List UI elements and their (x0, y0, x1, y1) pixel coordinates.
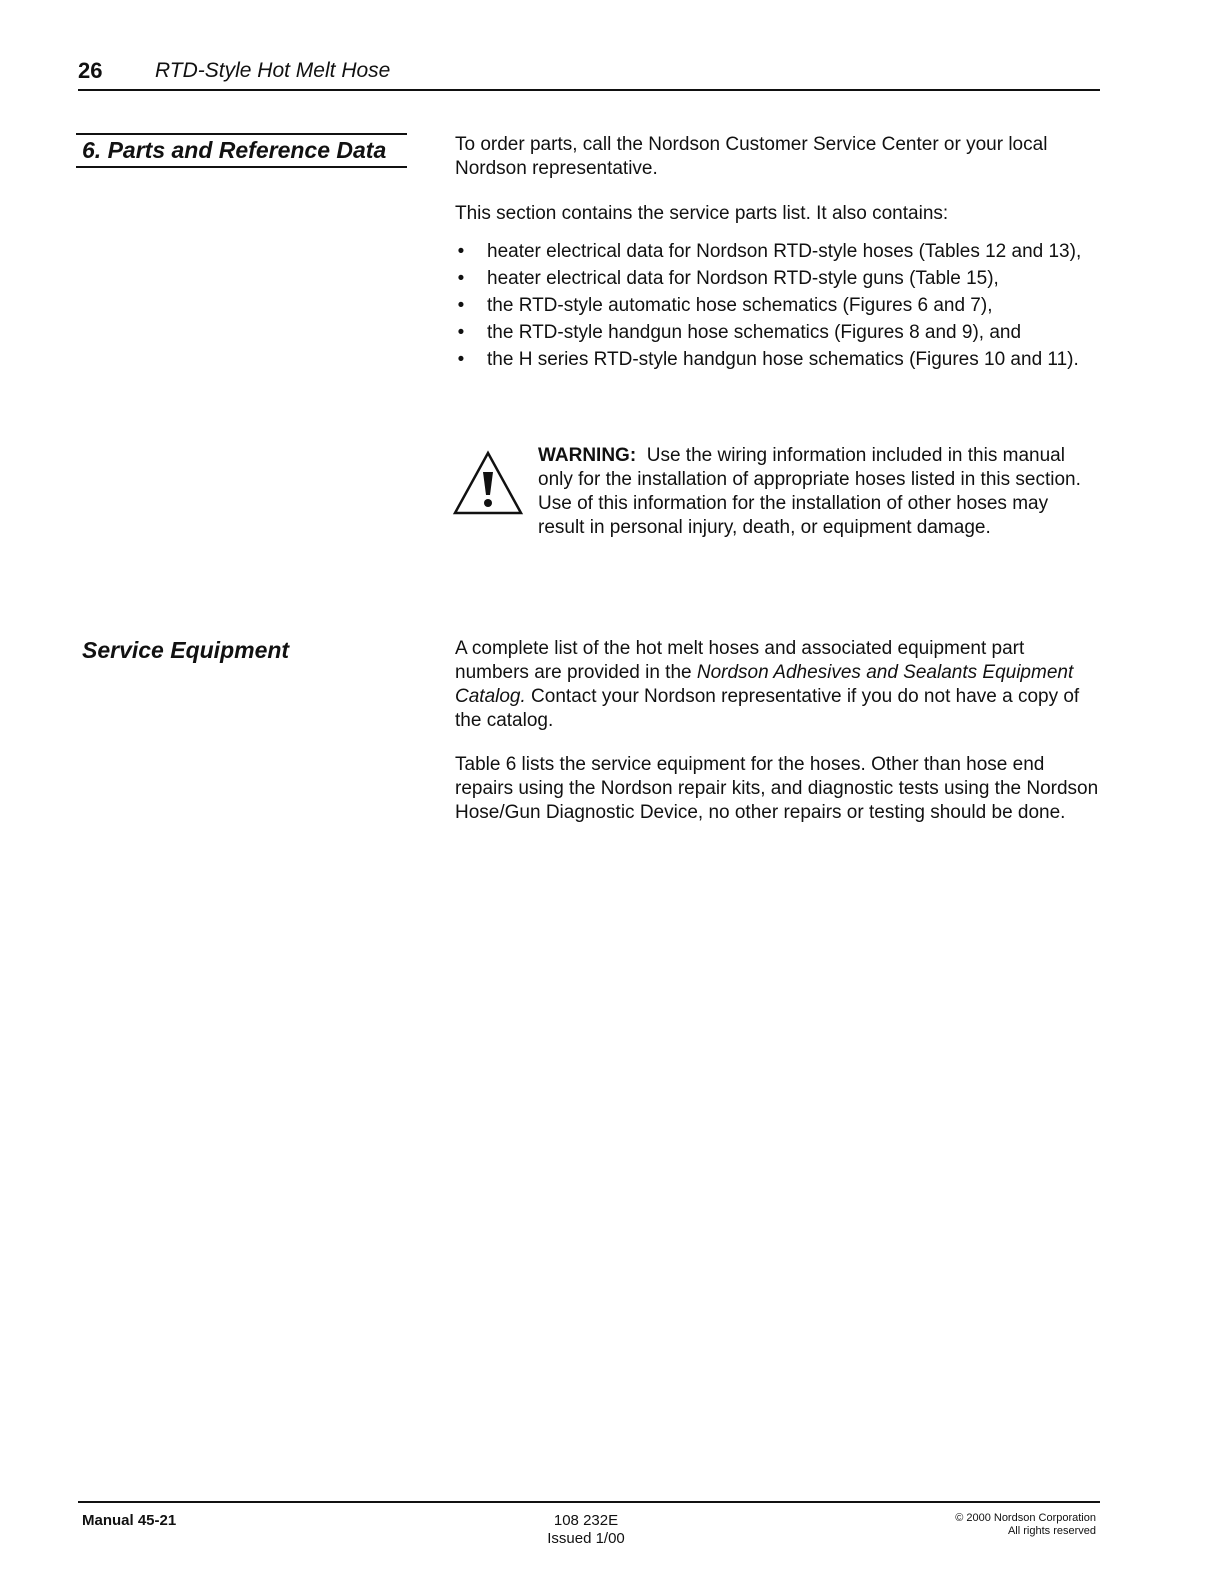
manual-number: Manual 45-21 (82, 1512, 177, 1529)
copyright: © 2000 Nordson Corporation (955, 1512, 1096, 1524)
rights-reserved: All rights reserved (1007, 1525, 1096, 1537)
list-item (455, 321, 1095, 345)
footer-rule (78, 1501, 1100, 1503)
running-title: RTD-Style Hot Melt Hose (155, 59, 391, 82)
warning-text (538, 444, 1098, 540)
document-info (536, 1512, 636, 1548)
service-paragraph-1 (455, 637, 1100, 733)
service-p1-before: A complete list of the hot melt hoses and associated equipment part numbers are provided in the (455, 638, 1025, 683)
list-item-text: the RTD-style automatic hose schematics (Figures 6 and 7), (487, 295, 993, 316)
list-item-text: heater electrical data for Nordson RTD-style guns (Table 15), (487, 268, 999, 289)
header-rule (78, 89, 1100, 91)
list-item (455, 240, 1095, 264)
list-item (455, 348, 1095, 372)
warning-body: Use the wiring information included in this manual only for the installation of appropriate hoses listed in this section. Use of this information for the installation of other hoses may result in personal injury, death, or equipment damage. (538, 445, 1081, 538)
list-item (455, 294, 1095, 318)
list-item (455, 267, 1095, 291)
copyright-block (955, 1512, 1096, 1538)
contains-paragraph: This section contains the service parts list. It also contains: (455, 203, 949, 224)
list-item-text: the H series RTD-style handgun hose schematics (Figures 10 and 11). (487, 349, 1079, 370)
intro-paragraph: To order parts, call the Nordson Customer Service Center or your local Nordson representative. (455, 134, 1048, 179)
service-p1-after: Contact your Nordson representative if you do not have a copy of the catalog. (455, 686, 1080, 731)
warning-label: WARNING: (538, 445, 637, 466)
service-paragraph-2: Table 6 lists the service equipment for the hoses. Other than hose end repairs using the Nordson repair kits, and diagnostic tests using the Nordson Hose/Gun Diagnostic Device, no other repairs or testing should be done. (455, 754, 1099, 823)
bullet-icon: • (457, 322, 465, 343)
service-equipment-heading: Service Equipment (82, 637, 290, 663)
page-number: 26 (78, 58, 103, 83)
warning-triangle-icon (452, 450, 524, 516)
document-number: 108 232E (553, 1512, 619, 1529)
contents-list (455, 240, 1095, 375)
bullet-icon: • (457, 295, 465, 316)
list-item-text: heater electrical data for Nordson RTD-style hoses (Tables 12 and 13), (487, 241, 1082, 262)
list-item-text: the RTD-style handgun hose schematics (Figures 8 and 9), and (487, 322, 1022, 343)
bullet-icon: • (457, 349, 465, 370)
bullet-icon: • (457, 241, 465, 262)
catalog-title: Nordson Adhesives and Sealants Equipment Catalog. (455, 662, 1074, 707)
bullet-icon: • (457, 268, 465, 289)
issue-date: Issued 1/00 (547, 1530, 625, 1547)
section-heading: 6. Parts and Reference Data (76, 133, 407, 168)
